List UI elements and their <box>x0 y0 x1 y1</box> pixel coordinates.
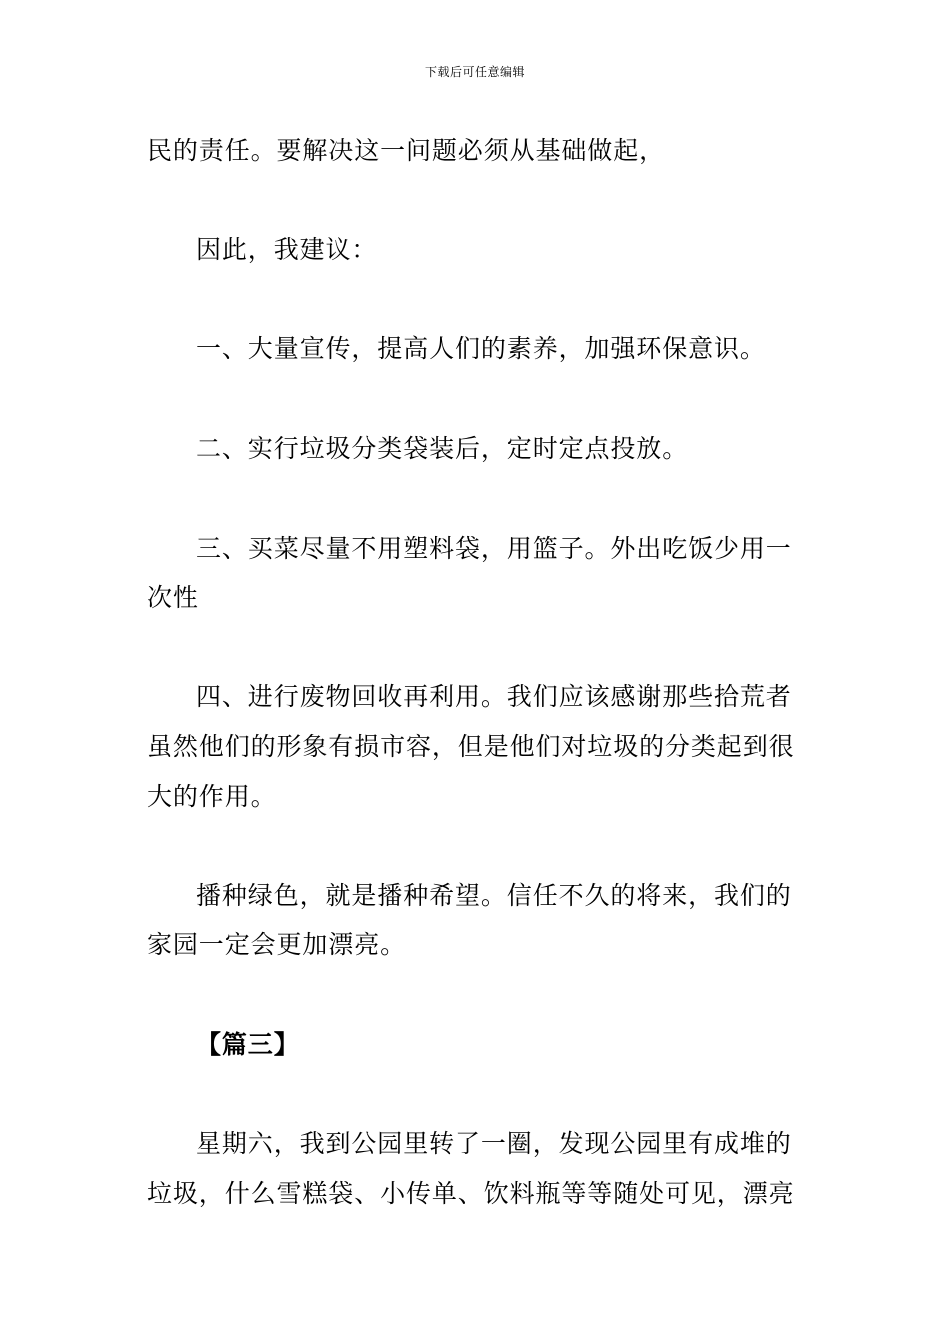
paragraph-line: 因此，我建议： <box>196 235 378 264</box>
paragraph-line: 四、进行废物回收再利用。我们应该感谢那些拾荒者 <box>196 682 792 711</box>
paragraph-line: 虽然他们的形象有损市容，但是他们对垃圾的分类起到很 <box>147 732 795 761</box>
section-heading: 【篇三】 <box>196 1030 300 1059</box>
paragraph-line: 三、买菜尽量不用塑料袋，用篮子。外出吃饭少用一 <box>196 534 792 563</box>
paragraph-line: 播种绿色，就是播种希望。信任不久的将来，我们的 <box>196 881 792 910</box>
page-header: 下载后可任意编辑 <box>424 65 525 79</box>
paragraph-line: 次性 <box>147 583 199 612</box>
paragraph-line: 民的责任。要解决这一问题必须从基础做起， <box>147 136 666 165</box>
paragraph-line: 垃圾，什么雪糕袋、小传单、饮料瓶等等随处可见，漂亮 <box>147 1179 795 1208</box>
paragraph-line: 二、实行垃圾分类袋装后，定时定点投放。 <box>196 434 689 463</box>
paragraph-line: 一、大量宣传，提高人们的素养，加强环保意识。 <box>196 334 766 363</box>
paragraph-line: 家园一定会更加漂亮。 <box>147 930 407 959</box>
paragraph-line: 大的作用。 <box>147 782 277 811</box>
paragraph-line: 星期六，我到公园里转了一圈，发现公园里有成堆的 <box>196 1129 792 1158</box>
